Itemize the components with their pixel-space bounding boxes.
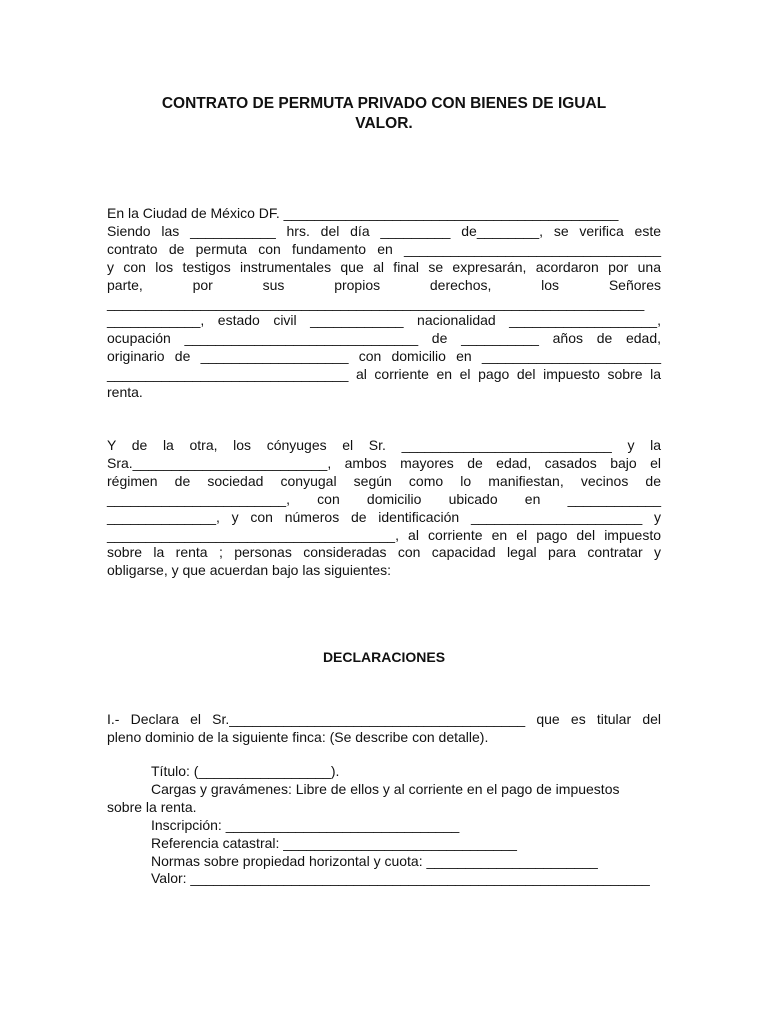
paragraph-declaration-1	[107, 711, 661, 747]
field-titulo: Título: (_________________).	[151, 763, 340, 779]
field-cargas: Cargas y gravámenes: Libre de ellos y al corriente en el pago de impuestos	[151, 780, 620, 797]
text-line-spread	[107, 277, 661, 295]
text-line: obligarse, y que acuerdan bajo las siguientes:	[107, 562, 392, 579]
text-word: parte,	[107, 276, 143, 293]
paragraph-parties-second	[107, 437, 661, 580]
text-line: pleno dominio de la siguiente finca: (Se describe con detalle).	[107, 728, 489, 745]
title-line-1: CONTRATO DE PERMUTA PRIVADO CON BIENES DE IGUAL	[161, 95, 607, 112]
property-details-list	[107, 763, 661, 888]
field-referencia-catastral: Referencia catastral: ______________________________	[151, 834, 517, 851]
text-line: _______________________________ al corriente en el pago del impuesto sobre la	[107, 366, 661, 383]
text-line: _____________________________________________________________________	[107, 294, 645, 311]
text-line: ______________, y con números de identificación ______________________ y	[107, 508, 661, 525]
text-word: sus	[262, 276, 285, 293]
text-line: I.- Declara el Sr.______________________________________ que es titular del	[107, 711, 661, 727]
section-heading-declaraciones: DECLARACIONES	[322, 649, 446, 665]
text-line: Siendo las ___________ hrs. del día _________ de________, se verifica este	[107, 222, 661, 239]
text-word: propios	[334, 276, 381, 293]
field-inscripcion: Inscripción: ______________________________	[151, 816, 460, 833]
text-word: los	[541, 276, 560, 293]
text-line: y con los testigos instrumentales que al final se expresarán, acordaron por una	[107, 258, 661, 275]
text-line: _____________________________________, al corriente en el pago del impuesto	[107, 526, 661, 543]
text-line: régimen de sociedad conyugal según como lo manifiestan, vecinos de	[107, 472, 661, 489]
field-valor: Valor: ___________________________________________________________	[151, 870, 650, 887]
text-line: _______________________, con domicilio ubicado en ____________	[107, 490, 661, 507]
text-word: Señores	[608, 276, 661, 293]
field-normas: Normas sobre propiedad horizontal y cuota: ______________________	[151, 852, 598, 869]
title-line-2: VALOR.	[355, 115, 413, 132]
text-line: sobre la renta ; personas consideradas con capacidad legal para contratar y	[107, 544, 661, 561]
text-word: derechos,	[429, 276, 492, 293]
text-line: ____________, estado civil ____________ nacionalidad ___________________,	[107, 312, 661, 329]
text-line: Y de la otra, los cónyuges el Sr. ___________________________ y la	[107, 437, 661, 453]
text-line: renta.	[107, 384, 143, 401]
text-line: ocupación ______________________________ de __________ años de edad,	[107, 330, 661, 347]
text-line: Sra._________________________, ambos mayores de edad, casados bajo el	[107, 454, 661, 471]
text-word: por	[192, 276, 213, 293]
text-line: contrato de permuta con fundamento en _________________________________	[107, 240, 661, 257]
document-title	[107, 94, 661, 134]
field-cargas-continuation: sobre la renta.	[107, 798, 197, 815]
text-line: originario de ___________________ con domicilio en _______________________	[107, 348, 661, 365]
paragraph-parties-first	[107, 205, 661, 402]
text-line: En la Ciudad de México DF. ___________________________________________	[107, 205, 619, 221]
